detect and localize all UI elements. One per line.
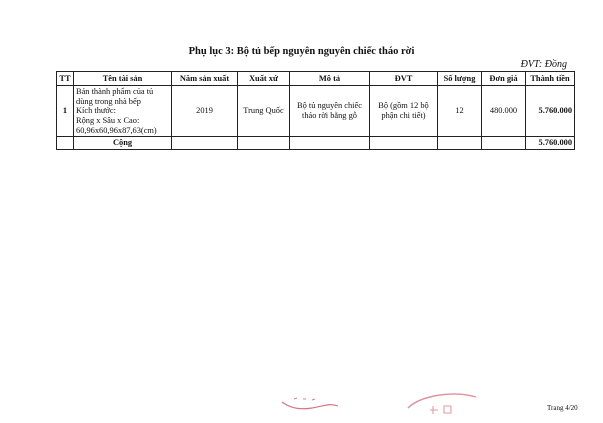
cell-unit-price: 480.000 — [482, 86, 526, 137]
currency-unit: ĐVT: Đồng — [520, 59, 567, 70]
total-label: Cộng — [74, 137, 172, 150]
asset-name-line: Rộng x Sâu x Cao: — [76, 115, 140, 125]
cell-amount: 5.760.000 — [526, 86, 575, 137]
cell-year: 2019 — [172, 86, 238, 137]
header-asset-name: Tên tài sản — [74, 72, 172, 86]
header-tt: TT — [57, 72, 74, 86]
asset-name-line: dùng trong nhà bếp — [76, 96, 141, 106]
header-origin: Xuất xứ — [238, 72, 290, 86]
total-amount: 5.760.000 — [526, 137, 575, 150]
cell-tt: 1 — [57, 86, 74, 137]
header-unit: ĐVT — [370, 72, 438, 86]
header-quantity: Số lượng — [438, 72, 482, 86]
seal-glyph-marks — [430, 406, 451, 414]
cell-origin: Trung Quốc — [238, 86, 290, 137]
cell-unit: Bộ (gồm 12 bộ phận chi tiết) — [370, 86, 438, 137]
cell-quantity: 12 — [438, 86, 482, 137]
header-description: Mô tả — [290, 72, 370, 86]
asset-name-line: 60,96x60,96x87,63(cm) — [76, 125, 157, 135]
seal-arc-mark — [408, 394, 476, 408]
page-number: Trang 4/20 — [547, 404, 578, 412]
header-unit-price: Đơn giá — [482, 72, 526, 86]
asset-name-line: Kích thước: — [76, 106, 116, 116]
asset-name-line: Bán thành phẩm của tủ — [76, 87, 154, 96]
cell-description: Bộ tủ nguyên chiếc tháo rời bằng gỗ — [290, 86, 370, 137]
signature-left-dots — [294, 398, 315, 400]
header-amount: Thành tiền — [526, 72, 575, 86]
appendix-title: Phụ lục 3: Bộ tủ bếp nguyên nguyên chiếc tháo rời — [188, 46, 415, 57]
header-year: Năm sản xuất — [172, 72, 238, 86]
signature-left-mark — [282, 402, 338, 409]
